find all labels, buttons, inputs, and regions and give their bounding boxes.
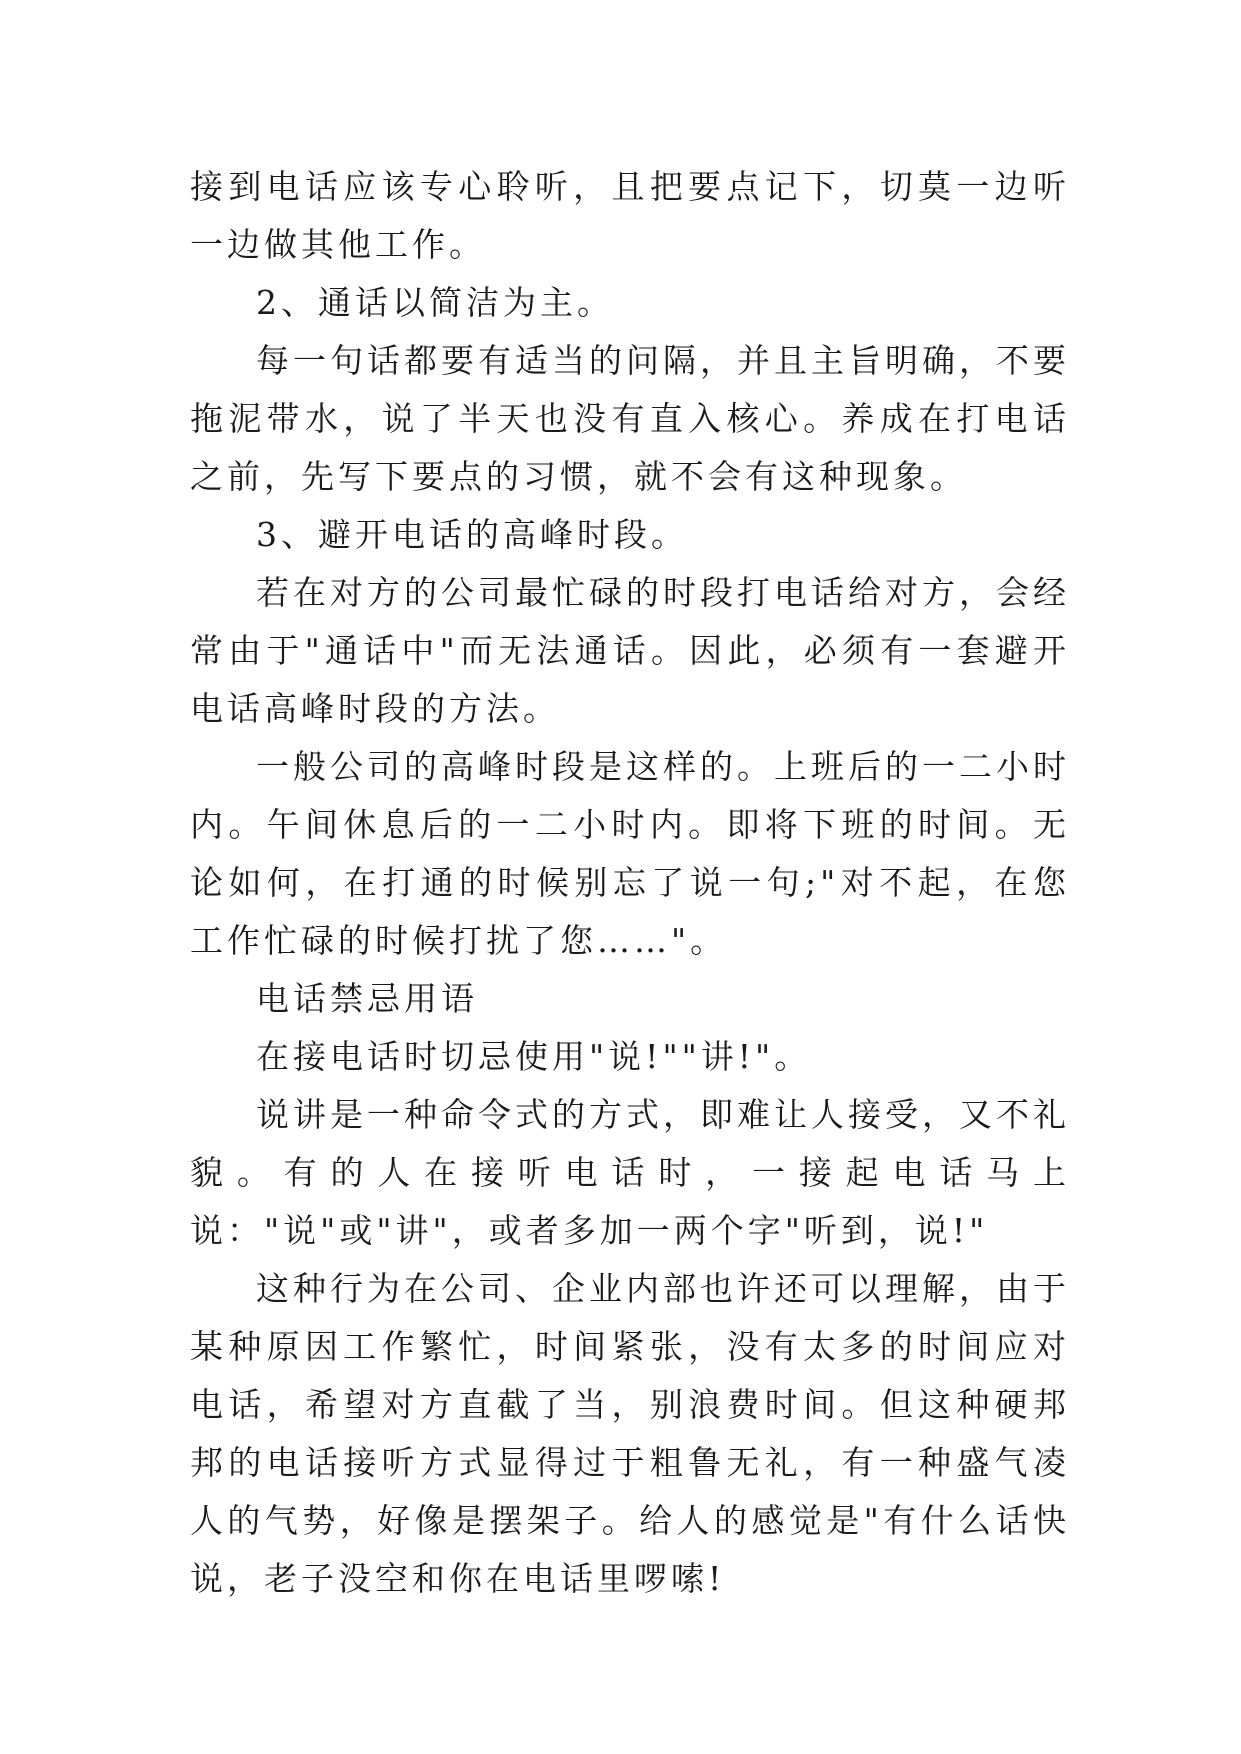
section-heading: 电话禁忌用语 — [256, 979, 478, 1018]
paragraph: 在接电话时切忌使用"说!""讲!"。 — [256, 1037, 812, 1076]
paragraph: 说讲是一种命令式的方式，即难让人接受，又不礼貌。有的人在接听电话时，一接起电话马上说："说"或"讲"，或者多加一两个字"听到，说!" — [190, 1095, 1070, 1250]
paragraph: 每一句话都要有适当的问隔，并且主旨明确，不要拖泥带水，说了半天也没有直入核心。养成在打电话之前，先写下要点的习惯，就不会有这种现象。 — [190, 341, 1070, 496]
paragraph: 若在对方的公司最忙碌的时段打电话给对方，会经常由于"通话中"而无法通话。因此，必须有一套避开电话高峰时段的方法。 — [190, 573, 1070, 728]
section-heading-2: 2、通话以简洁为主。 — [256, 283, 614, 322]
paragraph-continuation: 接到电话应该专心聆听，且把要点记下，切莫一边听一边做其他工作。 — [190, 167, 1070, 264]
section-heading-3: 3、避开电话的高峰时段。 — [256, 515, 688, 554]
document-body — [190, 158, 1070, 1608]
paragraph: 一般公司的高峰时段是这样的。上班后的一二小时内。午间休息后的一二小时内。即将下班的时间。无论如何，在打通的时候别忘了说一句;"对不起，在您工作忙碌的时候打扰了您……"。 — [190, 747, 1070, 960]
paragraph: 这种行为在公司、企业内部也许还可以理解，由于某种原因工作繁忙，时间紧张，没有太多的时间应对电话，希望对方直截了当，别浪费时间。但这种硬邦邦的电话接听方式显得过于粗鲁无礼，有一种盛气凌人的气势，好像是摆架子。给人的感觉是"有什么话快说，老子没空和你在电话里啰嗦! — [190, 1269, 1070, 1598]
